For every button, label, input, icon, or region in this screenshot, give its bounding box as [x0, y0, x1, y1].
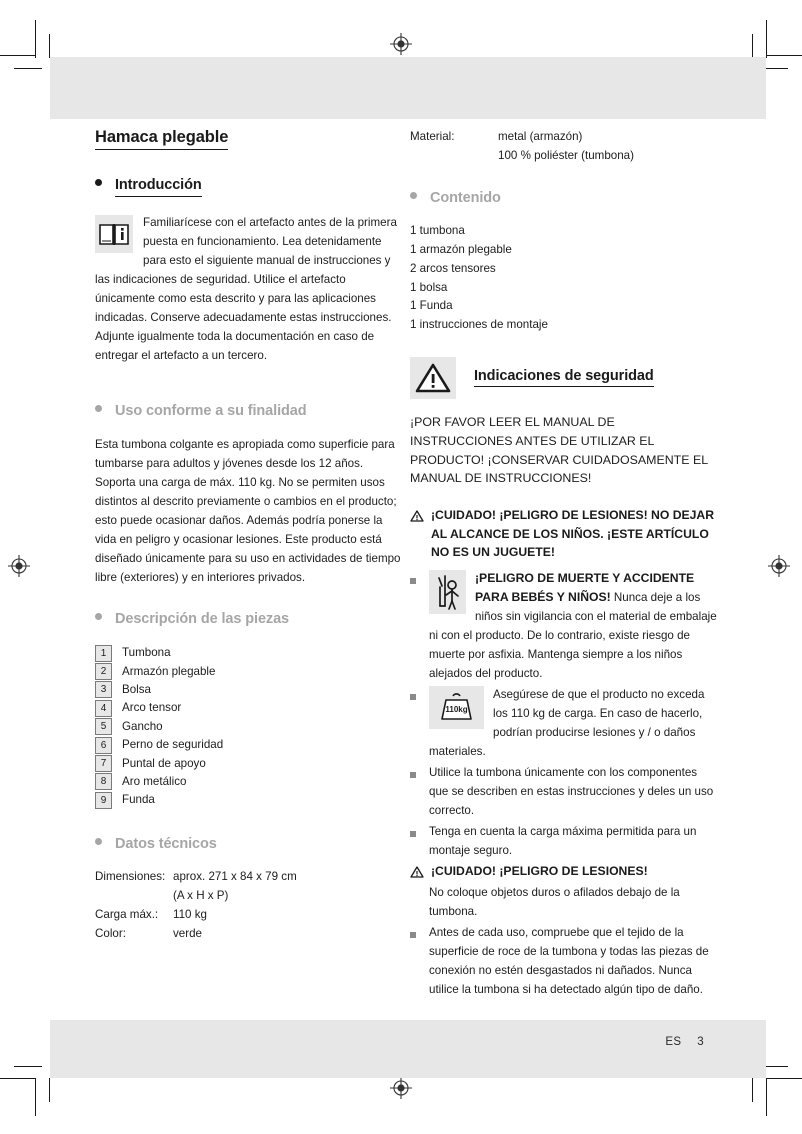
part-label: Tumbona: [122, 646, 171, 660]
weight-110kg-icon: [429, 686, 484, 729]
spec-key: Material:: [410, 130, 455, 143]
square-bullet-icon: [410, 932, 416, 938]
crop-mark-top-left-inner-v: [49, 34, 50, 58]
warning-triangle-small-icon: [410, 862, 424, 883]
list-item: [95, 718, 402, 736]
safety-bullet-weight: [410, 685, 717, 761]
crop-mark-top-left-h: [0, 55, 35, 56]
section-heading-label: Uso conforme a su finalidad: [115, 402, 307, 419]
square-bullet-icon: [410, 772, 416, 778]
square-bullet-icon: [410, 694, 416, 700]
spec-key: Dimensiones:: [95, 870, 166, 884]
section-heading-descripcion-piezas: [95, 611, 402, 628]
crop-mark-bottom-left-inner-h: [14, 1066, 42, 1067]
safety-caps-notice: ¡POR FAVOR LEER EL MANUAL DE INSTRUCCIONES ANTES DE UTILIZAR EL PRODUCTO! ¡CONSERVAR CUIDADOSAMENTE EL MANUAL DE INSTRUCCIONES!: [410, 414, 708, 486]
crop-mark-top-left-v: [35, 20, 36, 58]
spec-key: [95, 887, 173, 906]
part-label: Aro metálico: [122, 774, 187, 788]
safety-bullet-bold-lead: ¡PELIGRO DE MUERTE Y ACCIDENTE PARA BEBÉS Y NIÑOS!: [475, 571, 695, 605]
safety-warning-block-2: [410, 862, 717, 883]
part-number-badge: 1: [95, 645, 112, 662]
safety-warning-2-body: No coloque objetos duros o afilados debajo de la tumbona.: [429, 886, 680, 919]
crop-mark-bottom-right-inner-v: [752, 1078, 753, 1102]
part-label: Bolsa: [122, 683, 152, 696]
bullet-dot-icon: [95, 179, 102, 186]
safety-warning-text: ¡CUIDADO! ¡PELIGRO DE LESIONES!: [431, 864, 648, 879]
section-heading-contenido: [410, 190, 717, 207]
list-item: [95, 662, 402, 680]
table-row: [95, 887, 402, 906]
section-heading-label: Introducción: [115, 177, 202, 197]
part-label: Perno de seguridad: [122, 738, 224, 752]
crop-mark-bottom-left-h: [0, 1078, 35, 1079]
spec-value: 100 % poliéster (tumbona): [498, 148, 634, 162]
list-item: [95, 773, 402, 791]
left-column: [95, 128, 402, 943]
part-number-badge: 2: [95, 663, 112, 680]
spec-key: Carga máx.:: [95, 907, 159, 921]
part-number-badge: 5: [95, 718, 112, 735]
safety-bullet-children: [410, 569, 717, 683]
part-label: Armazón plegable: [122, 664, 216, 678]
spec-key: Color:: [95, 926, 126, 940]
safety-bullet-text: Asegúrese de que el producto no exceda los 110 kg de carga. En caso de hacerlo, podrían producirse lesiones y / o daños materiales.: [429, 688, 705, 759]
section-heading-indicaciones-seguridad: [410, 357, 717, 399]
footer-page-number: 3: [697, 1036, 704, 1048]
list-item: 1 tumbona: [410, 224, 465, 238]
part-label: Gancho: [122, 719, 163, 733]
part-number-badge: 7: [95, 755, 112, 772]
section-heading-label: Datos técnicos: [115, 835, 217, 852]
list-item: 1 bolsa: [410, 280, 448, 294]
table-row: [410, 128, 717, 147]
bullet-dot-icon: [95, 838, 102, 845]
tech-data-table: [95, 868, 402, 943]
spec-value: aprox. 271 x 84 x 79 cm: [173, 870, 297, 884]
list-item: 1 armazón plegable: [410, 243, 512, 257]
part-label: Arco tensor: [122, 701, 182, 715]
list-item: [95, 699, 402, 717]
svg-text:110kg: 110kg: [445, 705, 468, 715]
material-table: [410, 128, 717, 166]
list-item: [95, 681, 402, 699]
crop-mark-top-right-v: [766, 20, 767, 58]
safety-warning-block-1: [410, 506, 717, 561]
crop-mark-top-right-h: [766, 55, 802, 56]
book-info-icon: [95, 215, 133, 253]
spec-value: verde: [173, 926, 203, 940]
list-item: [95, 754, 402, 772]
part-label: Puntal de apoyo: [122, 756, 206, 770]
crop-mark-bottom-right-v: [766, 1078, 767, 1116]
intro-block: [95, 213, 402, 379]
bullet-dot-icon: [95, 405, 102, 412]
bullet-dot-icon: [410, 192, 417, 199]
safety-bullet-text: Tenga en cuenta la carga máxima permitida para un montaje seguro.: [429, 825, 697, 858]
warning-triangle-icon: [410, 357, 456, 399]
safety-bullet-text: Nunca deje a los niños sin vigilancia con el material de embalaje ni con el producto. De lo contrario, existe riesgo de muerte por asfixia. Mantenga siempre a los niños alejados del producto.: [429, 591, 717, 681]
registration-mark-top: [390, 33, 412, 55]
section-heading-label: Contenido: [430, 189, 501, 206]
spec-value: metal (armazón): [498, 130, 583, 143]
crop-mark-top-right-inner-v: [752, 34, 753, 58]
footer-language-code: ES: [665, 1036, 682, 1048]
registration-mark-right: [768, 555, 790, 577]
safety-bullet-inspection: [410, 923, 717, 999]
table-row: [410, 147, 717, 166]
section-heading-datos-tecnicos: [95, 836, 402, 853]
page-footer-folio: [665, 1036, 704, 1048]
footer-band: [50, 1020, 766, 1078]
list-item: 1 Funda: [410, 299, 453, 313]
child-hazard-icon: [429, 570, 466, 614]
safety-bullet-text: Utilice la tumbona únicamente con los componentes que se describen en estas instrucciones y deles un uso correcto.: [429, 766, 714, 818]
right-column: [410, 128, 717, 1001]
part-number-badge: 3: [95, 681, 112, 698]
list-item: [95, 644, 402, 662]
safety-bullet-text: Antes de cada uso, compruebe que el tejido de la superficie de roce de la tumbona y todas las piezas de conexión no estén desgastados ni dañados. Nunca utilice la tumbona si ha detectado algún tipo de daño.: [429, 926, 709, 997]
section-heading-introduccion: [95, 177, 402, 197]
part-label: Funda: [122, 793, 155, 807]
crop-mark-bottom-right-h: [766, 1078, 802, 1079]
part-number-badge: 4: [95, 700, 112, 717]
list-item: 1 instrucciones de montaje: [410, 318, 548, 332]
spec-value: (A x H x P): [173, 888, 229, 902]
section-heading-label: Indicaciones de seguridad: [474, 368, 654, 387]
safety-warning-text: ¡CUIDADO! ¡PELIGRO DE LESIONES! NO DEJAR AL ALCANCE DE LOS NIÑOS. ¡ESTE ARTÍCULO NO ES UN JUGUETE!: [431, 508, 715, 559]
list-item: 2 arcos tensores: [410, 261, 496, 275]
section-heading-uso-conforme: [95, 403, 402, 420]
table-row: [95, 906, 402, 925]
spec-key: [410, 147, 498, 166]
square-bullet-icon: [410, 831, 416, 837]
part-number-badge: 9: [95, 792, 112, 809]
table-row: [95, 925, 402, 944]
list-item: [95, 736, 402, 754]
header-band: [50, 57, 766, 119]
contents-list: [410, 222, 717, 335]
part-number-badge: 6: [95, 737, 112, 754]
spec-value: 110 kg: [173, 907, 207, 921]
safety-bullet-max-load: [410, 822, 717, 860]
crop-mark-top-left-inner-h: [14, 68, 42, 69]
warning-triangle-small-icon: [410, 506, 424, 561]
part-number-badge: 8: [95, 773, 112, 790]
list-item: [95, 791, 402, 809]
intro-paragraph: Familiarícese con el artefacto antes de la primera puesta en funcionamiento. Lea detenidamente para esto el siguiente manual de instrucciones y las indicaciones de seguridad. Utilice el artefacto únicamente como esta descrito y para las aplicaciones indicadas. Conserve adecuadamente estas instrucciones. Adjunte igualmente toda la documentación en caso de entregar el artefacto a un tercero.: [95, 215, 397, 362]
intended-use-paragraph: Esta tumbona colgante es apropiada como superficie para tumbarse para adultos y jóvenes desde los 12 años. Soporta una carga de máx. 110 kg. No se permiten usos distintos al descrito previamente o cambios en el producto; esto puede ocasionar daños. Además podría ponerse la vida en peligro y ocasionar lesiones. Este producto está diseñado únicamente para su uso en actividades de tiempo libre (exteriores) y en interiores privados.: [95, 438, 401, 585]
table-row: [95, 868, 402, 887]
registration-mark-bottom: [390, 1077, 412, 1099]
registration-mark-left: [8, 555, 30, 577]
parts-list: [95, 644, 402, 810]
crop-mark-bottom-left-inner-v: [49, 1078, 50, 1102]
section-heading-label: Descripción de las piezas: [115, 611, 289, 628]
page-title: Hamaca plegable: [95, 128, 228, 150]
bullet-dot-icon: [95, 613, 102, 620]
square-bullet-icon: [410, 578, 416, 584]
crop-mark-bottom-left-v: [35, 1078, 36, 1116]
safety-bullet-components: [410, 763, 717, 820]
